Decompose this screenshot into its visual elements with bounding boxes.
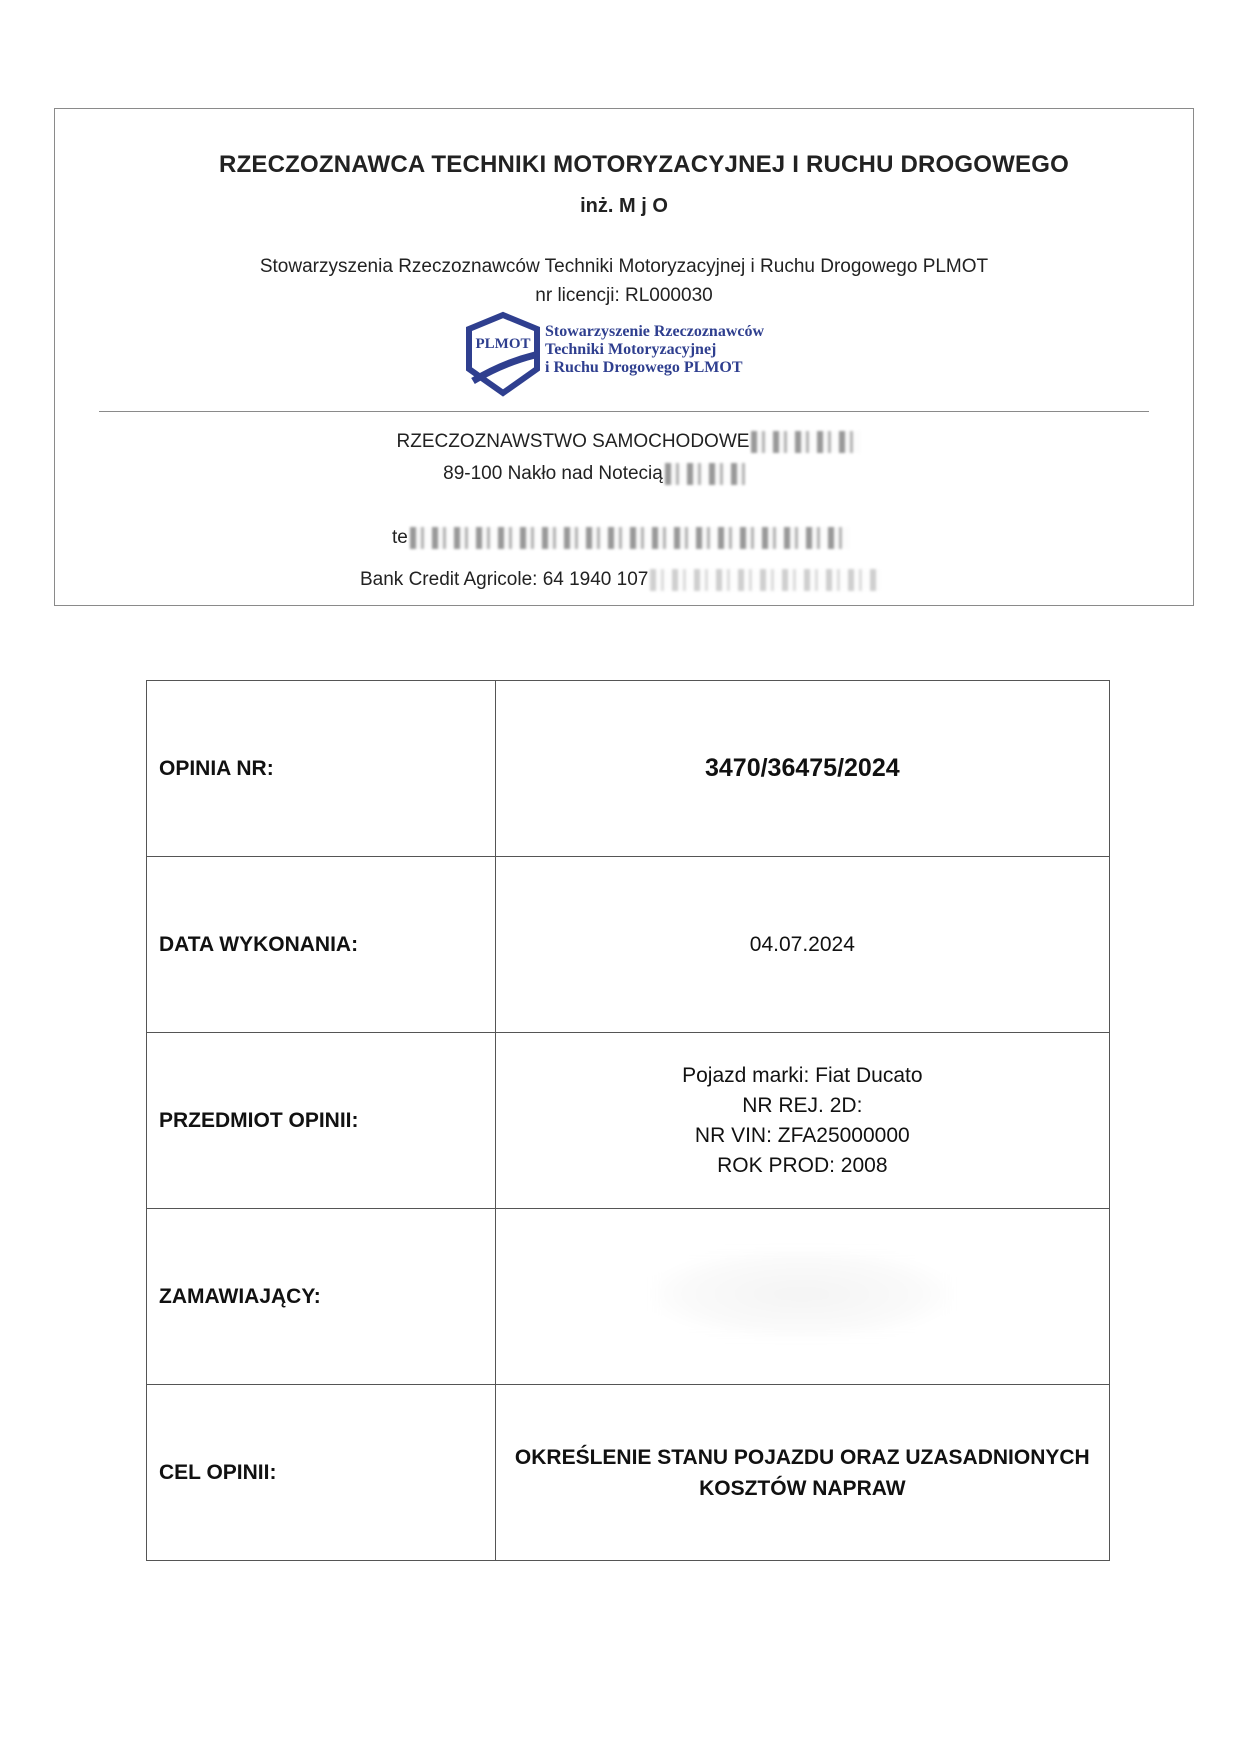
logo-line-1: Stowarzyszenie Rzeczoznawców <box>545 323 765 340</box>
client-cell <box>495 1209 1109 1385</box>
table-row <box>147 1033 1110 1209</box>
bank-account: Bank Credit Agricole: 64 1940 107 <box>360 569 649 591</box>
table-row <box>147 1209 1110 1385</box>
letterhead-title: RZECZOZNAWCA TECHNIKI MOTORYZACYJNEJ I RUCHU DROGOWEGO <box>219 151 1069 178</box>
table-row <box>147 857 1110 1033</box>
purpose-cell <box>495 1385 1109 1561</box>
purpose-label: CEL OPINII: <box>147 1385 496 1561</box>
logo-line-3: i Ruchu Drogowego PLMOT <box>545 359 743 376</box>
company-name: RZECZOZNAWSTWO SAMOCHODOWE <box>396 431 750 453</box>
opinion-number-cell <box>495 681 1109 857</box>
plmot-logo <box>463 311 793 401</box>
letterhead-box <box>54 108 1194 606</box>
logo-abbr: PLMOT <box>475 336 531 352</box>
logo-text <box>545 323 764 377</box>
subject-cell <box>495 1033 1109 1209</box>
purpose-line-2: KOSZTÓW NAPRAW <box>699 1476 906 1500</box>
redacted-phone <box>410 527 850 549</box>
engineer-name: inż. M j O <box>580 195 668 217</box>
table-row <box>147 1385 1110 1561</box>
phone-line <box>392 527 850 549</box>
phone-prefix: te <box>392 527 408 549</box>
redacted-bank <box>650 569 880 591</box>
date-label: DATA WYKONANIA: <box>147 857 496 1033</box>
vehicle-production-year: ROK PROD: 2008 <box>717 1153 888 1177</box>
vehicle-registration: NR REJ. 2D: <box>742 1093 863 1117</box>
opinion-number-value: 3470/36475/2024 <box>704 754 900 782</box>
association-name: Stowarzyszenia Rzeczoznawców Techniki Motoryzacyjnej i Ruchu Drogowego PLMOT <box>259 256 989 277</box>
vehicle-make: Pojazd marki: Fiat Ducato <box>682 1063 923 1087</box>
license-number: nr licencji: RL000030 <box>535 285 713 306</box>
opinion-info-table <box>146 680 1110 1561</box>
date-value: 04.07.2024 <box>495 857 1109 1033</box>
redacted-client <box>652 1249 952 1339</box>
purpose-line-1: OKREŚLENIE STANU POJAZDU ORAZ UZASADNIONYCH <box>514 1445 1090 1469</box>
company-line <box>55 431 1193 453</box>
redacted-address <box>665 463 745 485</box>
table-row <box>147 681 1110 857</box>
letterhead-divider <box>99 411 1149 412</box>
opinion-number-label: OPINIA NR: <box>147 681 496 857</box>
plmot-shield-icon <box>463 311 543 397</box>
vehicle-vin: NR VIN: ZFA25000000 <box>694 1123 910 1147</box>
subject-label: PRZEDMIOT OPINII: <box>147 1033 496 1209</box>
bank-line <box>360 569 880 591</box>
client-label: ZAMAWIAJĄCY: <box>147 1209 496 1385</box>
address-line <box>55 463 1193 485</box>
redacted-company <box>751 431 861 453</box>
logo-line-2: Techniki Motoryzacyjnej <box>545 341 717 358</box>
company-address: 89-100 Nakło nad Notecią <box>443 463 663 485</box>
